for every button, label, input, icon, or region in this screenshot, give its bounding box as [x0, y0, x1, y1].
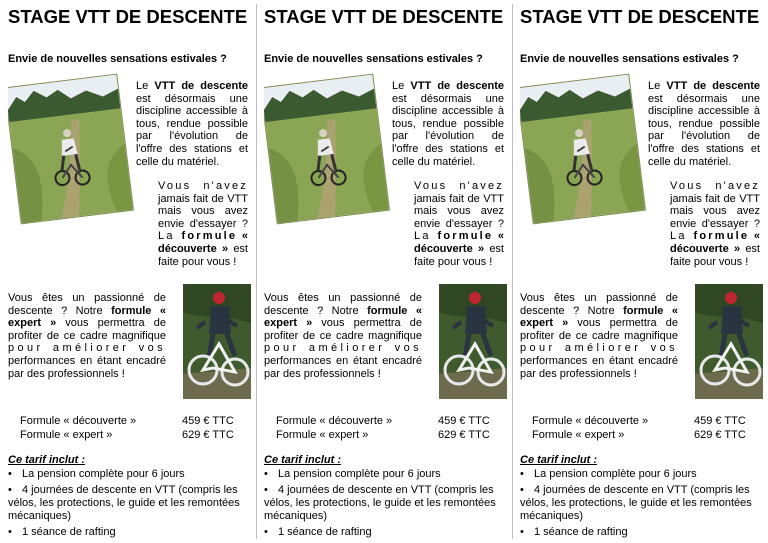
expert-highlight: « expert » — [520, 304, 678, 330]
expert-wide: pour améliorer vos — [264, 342, 422, 355]
decouverte-formule: formule — [430, 230, 494, 243]
intro-text: est désormais une discipline accessible à tous, rendue possible par l'évolution de l'offre des stations et celle du matériel. — [648, 92, 760, 168]
decouverte-highlight: « découverte » — [414, 230, 505, 255]
downhill-rider-photo — [8, 74, 134, 225]
downhill-rider-photo — [264, 74, 390, 225]
list-item-text: La pension complète pour 6 jours — [534, 468, 697, 480]
expert-wide: pour améliorer vos — [520, 342, 678, 355]
decouverte-rest: est faite pour vous ! — [414, 242, 504, 268]
decouverte-text: jamais fait de VTT mais vous avez envie d'essayer ? — [414, 192, 504, 230]
expert-paragraph — [264, 292, 422, 380]
bullet-icon: • — [8, 484, 12, 496]
decouverte-formule: formule — [686, 230, 750, 243]
intro-paragraph — [136, 80, 248, 168]
flyer-subtitle: Envie de nouvelles sensations estivales ? — [520, 53, 739, 65]
downhill-rider-photo — [520, 74, 646, 225]
price-label: Formule « découverte » — [276, 415, 393, 427]
downhill-rider-illustration — [520, 75, 645, 224]
freeride-rider-photo — [439, 284, 507, 399]
decouverte-highlight: « découverte » — [670, 230, 761, 255]
decouverte-la: La — [670, 230, 687, 243]
intro-highlight: VTT de descente — [666, 80, 760, 92]
list-item-text: 1 séance de rafting — [278, 526, 372, 538]
price-row — [20, 414, 240, 428]
decouverte-la: La — [414, 230, 431, 243]
expert-formule: formule — [623, 304, 664, 317]
price-list — [20, 414, 240, 442]
includes-list — [8, 468, 250, 539]
price-value: 459 € TTC — [694, 415, 746, 427]
decouverte-formule: formule — [174, 230, 238, 243]
expert-rest: performances en étant encadré par des professionnels ! — [8, 354, 166, 380]
column-divider — [256, 4, 257, 539]
decouverte-line1: Vous n'avez — [414, 180, 504, 192]
list-item-text: La pension complète pour 6 jours — [278, 468, 441, 480]
list-item — [264, 526, 506, 539]
bullet-icon: • — [264, 484, 268, 496]
flyer-title: STAGE VTT DE DESCENTE — [264, 6, 504, 27]
list-item-text: 1 séance de rafting — [22, 526, 116, 538]
decouverte-rest: est faite pour vous ! — [158, 242, 248, 268]
flyer-subtitle: Envie de nouvelles sensations estivales ? — [264, 53, 483, 65]
list-item — [8, 468, 250, 481]
price-value: 629 € TTC — [694, 429, 746, 441]
expert-highlight: « expert » — [8, 304, 166, 330]
decouverte-la: La — [158, 230, 175, 243]
decouverte-text: jamais fait de VTT mais vous avez envie d'essayer ? — [158, 192, 248, 230]
bullet-icon: • — [520, 484, 524, 496]
expert-text: Vous êtes un passionné de descente ? Notre — [264, 292, 422, 317]
list-item — [520, 468, 762, 481]
freeride-rider-illustration — [439, 284, 507, 399]
intro-paragraph — [392, 80, 504, 168]
price-label: Formule « expert » — [532, 429, 625, 441]
price-label: Formule « expert » — [20, 429, 113, 441]
intro-text: est désormais une discipline accessible à tous, rendue possible par l'évolution de l'offre des stations et celle du matériel. — [136, 92, 248, 168]
price-list — [532, 414, 752, 442]
expert-formule: formule — [111, 304, 152, 317]
expert-rest: performances en étant encadré par des professionnels ! — [264, 354, 422, 380]
list-item — [8, 484, 250, 523]
price-label: Formule « découverte » — [532, 415, 649, 427]
freeride-rider-photo — [695, 284, 763, 399]
decouverte-highlight: « découverte » — [158, 230, 249, 255]
decouverte-paragraph — [414, 180, 504, 268]
includes-list — [520, 468, 762, 539]
includes-list — [264, 468, 506, 539]
expert-wide: pour améliorer vos — [8, 342, 166, 355]
list-item — [8, 526, 250, 539]
list-item-text: La pension complète pour 6 jours — [22, 468, 185, 480]
price-value: 459 € TTC — [182, 415, 234, 427]
decouverte-line1: Vous n'avez — [158, 180, 248, 192]
price-row — [276, 414, 496, 428]
freeride-rider-photo — [183, 284, 251, 399]
price-label: Formule « découverte » — [20, 415, 137, 427]
bullet-icon: • — [520, 526, 524, 538]
expert-formule: formule — [367, 304, 408, 317]
list-item-text: 4 journées de descente en VTT (compris les vélos, les protections, le guide et les remontées mécaniques) — [520, 484, 752, 522]
bullet-icon: • — [264, 468, 268, 480]
intro-highlight: VTT de descente — [410, 80, 504, 92]
bullet-icon: • — [264, 526, 268, 538]
price-row — [532, 414, 752, 428]
bullet-icon: • — [520, 468, 524, 480]
includes-title: Ce tarif inclut : — [520, 454, 598, 466]
intro-prefix: Le — [136, 80, 155, 92]
list-item — [264, 484, 506, 523]
flyer-column — [520, 0, 766, 543]
price-row — [532, 428, 752, 442]
column-divider — [512, 4, 513, 539]
decouverte-paragraph — [158, 180, 248, 268]
price-value: 629 € TTC — [182, 429, 234, 441]
expert-rest: performances en étant encadré par des professionnels ! — [520, 354, 678, 380]
flyer-column — [264, 0, 510, 543]
price-value: 629 € TTC — [438, 429, 490, 441]
intro-text: est désormais une discipline accessible à tous, rendue possible par l'évolution de l'offre des stations et celle du matériel. — [392, 92, 504, 168]
decouverte-rest: est faite pour vous ! — [670, 242, 760, 268]
list-item — [264, 468, 506, 481]
list-item — [520, 484, 762, 523]
decouverte-text: jamais fait de VTT mais vous avez envie d'essayer ? — [670, 192, 760, 230]
flyer-title: STAGE VTT DE DESCENTE — [520, 6, 760, 27]
intro-prefix: Le — [648, 80, 667, 92]
bullet-icon: • — [8, 526, 12, 538]
freeride-rider-illustration — [183, 284, 251, 399]
intro-highlight: VTT de descente — [154, 80, 248, 92]
expert-mid: vous permettra de profiter de ce cadre magnifique — [520, 317, 678, 342]
list-item-text: 1 séance de rafting — [534, 526, 628, 538]
expert-paragraph — [520, 292, 678, 380]
expert-text: Vous êtes un passionné de descente ? Notre — [8, 292, 166, 317]
expert-highlight: « expert » — [264, 304, 422, 330]
list-item — [520, 526, 762, 539]
price-list — [276, 414, 496, 442]
price-row — [276, 428, 496, 442]
price-value: 459 € TTC — [438, 415, 490, 427]
expert-mid: vous permettra de profiter de ce cadre magnifique — [264, 317, 422, 342]
includes-title: Ce tarif inclut : — [264, 454, 342, 466]
intro-paragraph — [648, 80, 760, 168]
intro-prefix: Le — [392, 80, 411, 92]
expert-mid: vous permettra de profiter de ce cadre magnifique — [8, 317, 166, 342]
expert-paragraph — [8, 292, 166, 380]
list-item-text: 4 journées de descente en VTT (compris les vélos, les protections, le guide et les remontées mécaniques) — [8, 484, 240, 522]
includes-title: Ce tarif inclut : — [8, 454, 86, 466]
downhill-rider-illustration — [264, 75, 389, 224]
price-row — [20, 428, 240, 442]
flyer-subtitle: Envie de nouvelles sensations estivales ? — [8, 53, 227, 65]
expert-text: Vous êtes un passionné de descente ? Notre — [520, 292, 678, 317]
bullet-icon: • — [8, 468, 12, 480]
price-label: Formule « expert » — [276, 429, 369, 441]
list-item-text: 4 journées de descente en VTT (compris les vélos, les protections, le guide et les remontées mécaniques) — [264, 484, 496, 522]
flyer-column — [8, 0, 254, 543]
downhill-rider-illustration — [8, 75, 133, 224]
flyer-title: STAGE VTT DE DESCENTE — [8, 6, 248, 27]
decouverte-paragraph — [670, 180, 760, 268]
freeride-rider-illustration — [695, 284, 763, 399]
decouverte-line1: Vous n'avez — [670, 180, 760, 192]
